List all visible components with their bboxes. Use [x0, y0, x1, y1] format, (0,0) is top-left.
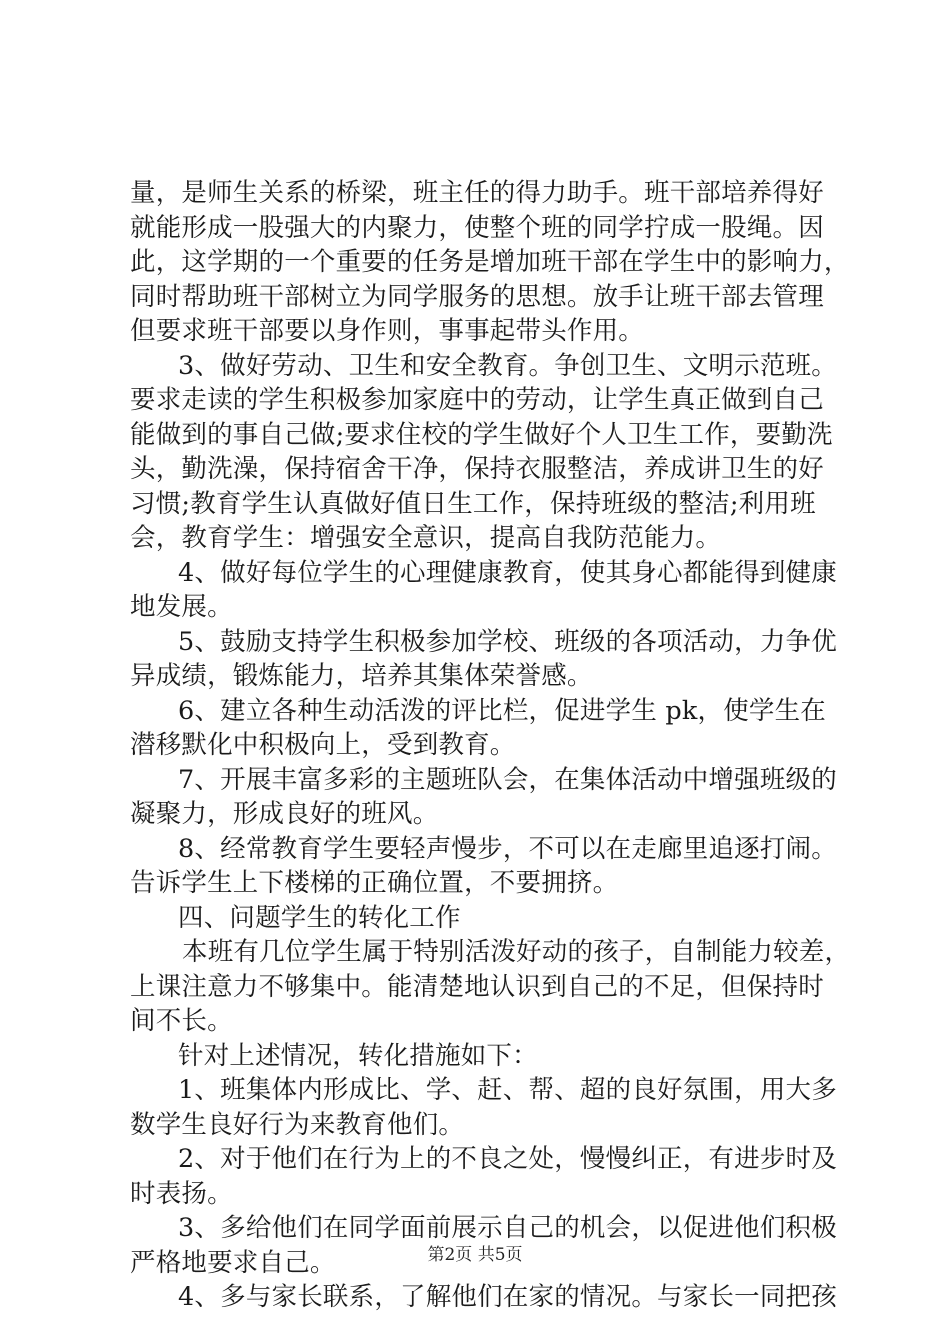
text-line: 7、开展丰富多彩的主题班队会，在集体活动中增强班级的: [178, 764, 837, 795]
text-line: 4、做好每位学生的心理健康教育，使其身心都能得到健康: [178, 557, 837, 588]
text-line: 会，教育学生：增强安全意识，提高自我防范能力。: [130, 523, 722, 553]
text-line: 告诉学生上下楼梯的正确位置，不要拥挤。: [130, 868, 619, 898]
text-line: 3、多给他们在同学面前展示自己的机会，以促进他们积极: [178, 1213, 837, 1243]
text-line: 2、对于他们在行为上的不良之处，慢慢纠正，有进步时及: [178, 1144, 837, 1174]
text-line: 时表扬。: [130, 1178, 233, 1209]
text-line: 8、经常教育学生要轻声慢步，不可以在走廊里追逐打闹。: [178, 833, 837, 864]
text-line: 严格地要求自己。: [130, 1247, 336, 1278]
text-line: 能做到的事自己做;要求住校的学生做好个人卫生工作，要勤洗: [130, 419, 833, 450]
text-line: 头，勤洗澡，保持宿舍干净，保持衣服整洁，养成讲卫生的好: [130, 454, 824, 484]
text-line: 习惯;教育学生认真做好值日生工作，保持班级的整洁;利用班: [130, 488, 816, 519]
text-line: 但要求班干部要以身作则，事事起带头作用。: [130, 316, 645, 346]
document-body: [130, 176, 851, 1315]
text-line: 4、多与家长联系，了解他们在家的情况。与家长一同把孩: [178, 1282, 837, 1312]
text-line: 5、鼓励支持学生积极参加学校、班级的各项活动，力争优: [178, 626, 837, 657]
text-line: 数学生良好行为来教育他们。: [130, 1109, 465, 1140]
text-line: 潜移默化中积极向上，受到教育。: [130, 730, 516, 760]
text-line: 上课注意力不够集中。能清楚地认识到自己的不足，但保持时: [130, 971, 824, 1002]
text-line: 3、做好劳动、卫生和安全教育。争创卫生、文明示范班。: [178, 350, 837, 381]
text-line: 本班有几位学生属于特别活泼好动的孩子，自制能力较差，: [182, 937, 851, 967]
page-number-footer: 第2页 共5页: [427, 1245, 523, 1265]
text-line: 地发展。: [130, 592, 233, 622]
text-line: 针对上述情况，转化措施如下：: [178, 1040, 538, 1071]
text-line: 就能形成一股强大的内聚力，使整个班的同学拧成一股绳。因: [130, 212, 824, 243]
text-line: 四、问题学生的转化工作: [178, 902, 461, 933]
text-line: 此，这学期的一个重要的任务是增加班干部在学生中的影响力，: [130, 247, 850, 277]
text-line: 要求走读的学生积极参加家庭中的劳动，让学生真正做到自己: [130, 385, 824, 415]
text-line: 量，是师生关系的桥梁，班主任的得力助手。班干部培养得好: [130, 178, 824, 208]
text-line: 凝聚力，形成良好的班风。: [130, 799, 439, 829]
text-line: 6、建立各种生动活泼的评比栏，促进学生 pk，使学生在: [178, 695, 827, 726]
text-line: 异成绩，锻炼能力，培养其集体荣誉感。: [130, 661, 593, 691]
text-line: 同时帮助班干部树立为同学服务的思想。放手让班干部去管理: [130, 281, 824, 312]
text-line: 间不长。: [130, 1006, 233, 1036]
text-line: 1、班集体内形成比、学、赶、帮、超的良好氛围，用大多: [178, 1075, 837, 1105]
